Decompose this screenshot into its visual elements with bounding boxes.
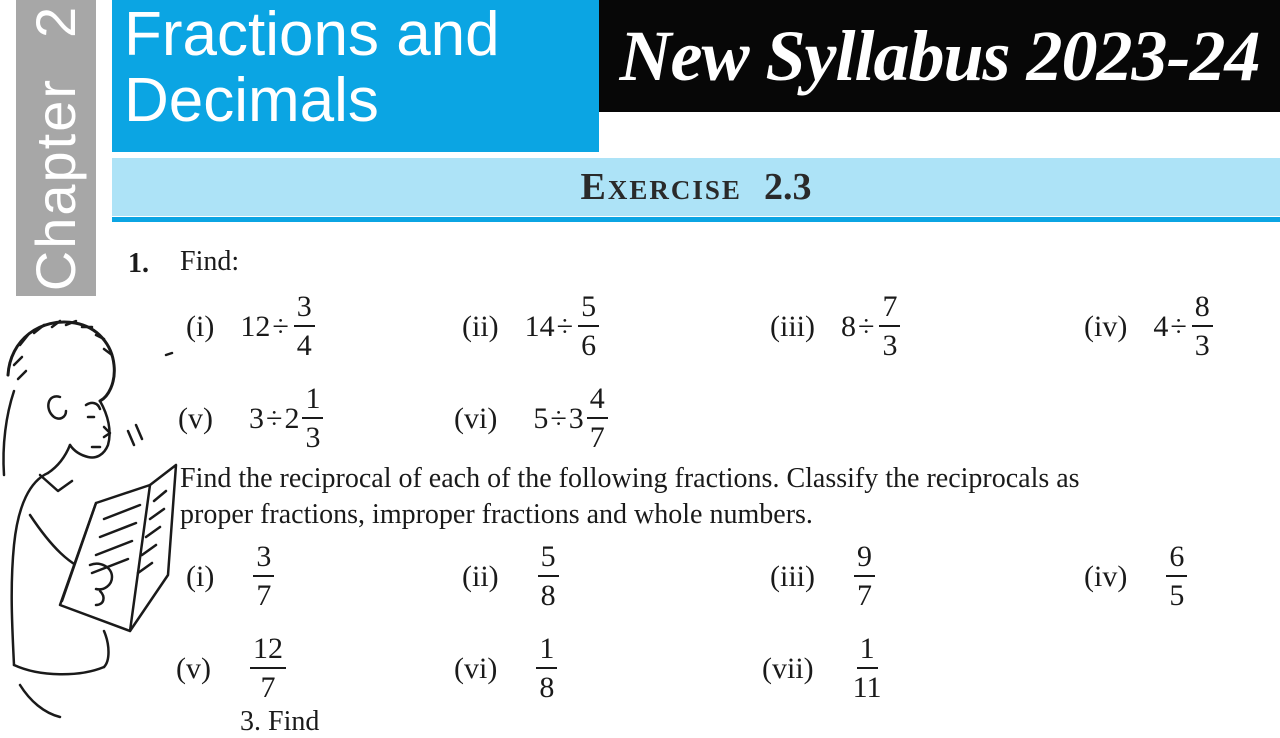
question-3-cut-off: 3. Find	[240, 706, 320, 737]
divide-sign: ÷	[556, 309, 574, 343]
divide-sign: ÷	[1170, 309, 1187, 343]
fraction	[538, 542, 559, 611]
item-label: (v)	[176, 651, 211, 685]
fraction	[1192, 292, 1213, 361]
title-line-2: Decimals	[124, 66, 379, 135]
syllabus-text: New Syllabus 2023-24	[619, 15, 1260, 96]
denominator: 7	[589, 421, 605, 454]
fraction	[302, 384, 323, 453]
numerator: 8	[1192, 292, 1213, 327]
item-label: (iv)	[1084, 309, 1128, 343]
denominator: 3	[882, 329, 898, 362]
fraction	[853, 634, 882, 703]
denominator: 3	[305, 421, 321, 454]
numerator: 1	[302, 384, 323, 419]
boy-reading-illustration	[0, 305, 178, 720]
denominator: 8	[540, 579, 556, 612]
question-2-line-1: Find the reciprocal of each of the following fractions. Classify the reciprocals as	[180, 463, 1080, 494]
numerator: 1	[536, 634, 557, 669]
denominator: 5	[1169, 579, 1185, 612]
numerator: 3	[294, 292, 315, 327]
question-1-number: 1.	[128, 248, 149, 279]
item-label: (vi)	[454, 651, 498, 685]
fraction	[578, 292, 599, 361]
divide-sign: ÷	[858, 309, 875, 343]
numerator: 3	[253, 542, 274, 577]
item-label: (iii)	[770, 559, 815, 593]
chapter-label: Chapter2	[24, 4, 87, 292]
item-label: (v)	[178, 401, 213, 435]
dividend: 12	[240, 309, 271, 343]
fraction	[587, 384, 608, 453]
numerator: 12	[250, 634, 286, 669]
divide-sign: ÷	[265, 401, 283, 435]
dividend: 4	[1153, 309, 1169, 343]
q2-item-i	[186, 542, 274, 611]
fraction	[536, 634, 557, 703]
question-2-line-2: proper fractions, improper fractions and whole numbers.	[180, 499, 813, 530]
item-label: (vii)	[762, 651, 814, 685]
numerator: 7	[879, 292, 900, 327]
mixed-whole: 2	[284, 401, 300, 435]
denominator: 7	[260, 671, 276, 704]
item-label: (i)	[186, 559, 215, 593]
numerator: 6	[1166, 542, 1187, 577]
denominator: 11	[852, 671, 882, 704]
item-label: (iii)	[770, 309, 815, 343]
syllabus-banner	[599, 0, 1280, 112]
title-line-1: Fractions and	[124, 0, 500, 69]
denominator: 3	[1194, 329, 1210, 362]
fraction	[250, 634, 286, 703]
exercise-heading	[112, 158, 1280, 216]
chapter-title	[112, 0, 599, 152]
numerator: 5	[538, 542, 559, 577]
q1-item-ii	[462, 292, 599, 361]
question-1-prompt: Find:	[180, 246, 240, 277]
exercise-word: Exercise	[580, 166, 742, 208]
fraction	[1166, 542, 1187, 611]
denominator: 8	[539, 671, 555, 704]
denominator: 4	[296, 329, 312, 362]
dividend: 3	[248, 401, 264, 435]
denominator: 6	[581, 329, 597, 362]
item-label: (iv)	[1084, 559, 1128, 593]
item-label: (ii)	[462, 309, 499, 343]
denominator: 7	[256, 579, 272, 612]
exercise-number: 2.3	[763, 166, 812, 208]
q2-item-iv	[1084, 542, 1187, 611]
q2-item-vii	[762, 634, 882, 703]
q2-item-vi	[454, 634, 557, 703]
mixed-whole: 3	[568, 401, 584, 435]
item-label: (i)	[186, 309, 215, 343]
chapter-number: 2	[24, 4, 87, 38]
item-label: (vi)	[454, 401, 498, 435]
q2-item-iii	[770, 542, 875, 611]
exercise-rule	[112, 217, 1280, 222]
q1-item-vi	[454, 384, 608, 453]
dividend: 5	[533, 401, 549, 435]
dividend: 8	[841, 309, 856, 343]
fraction	[294, 292, 315, 361]
q1-item-v	[178, 384, 323, 453]
q2-item-ii	[462, 542, 559, 611]
item-label: (ii)	[462, 559, 499, 593]
numerator: 5	[578, 292, 599, 327]
fraction	[854, 542, 875, 611]
numerator: 9	[854, 542, 875, 577]
q1-item-iv	[1084, 292, 1213, 361]
q2-item-v	[176, 634, 286, 703]
numerator: 4	[587, 384, 608, 419]
q1-item-i	[186, 292, 315, 361]
chapter-strip	[16, 0, 96, 296]
numerator: 1	[857, 634, 878, 669]
divide-sign: ÷	[550, 401, 567, 435]
divide-sign: ÷	[272, 309, 289, 343]
q1-item-iii	[770, 292, 900, 361]
denominator: 7	[857, 579, 872, 612]
dividend: 14	[524, 309, 555, 343]
fraction	[879, 292, 900, 361]
fraction	[253, 542, 274, 611]
